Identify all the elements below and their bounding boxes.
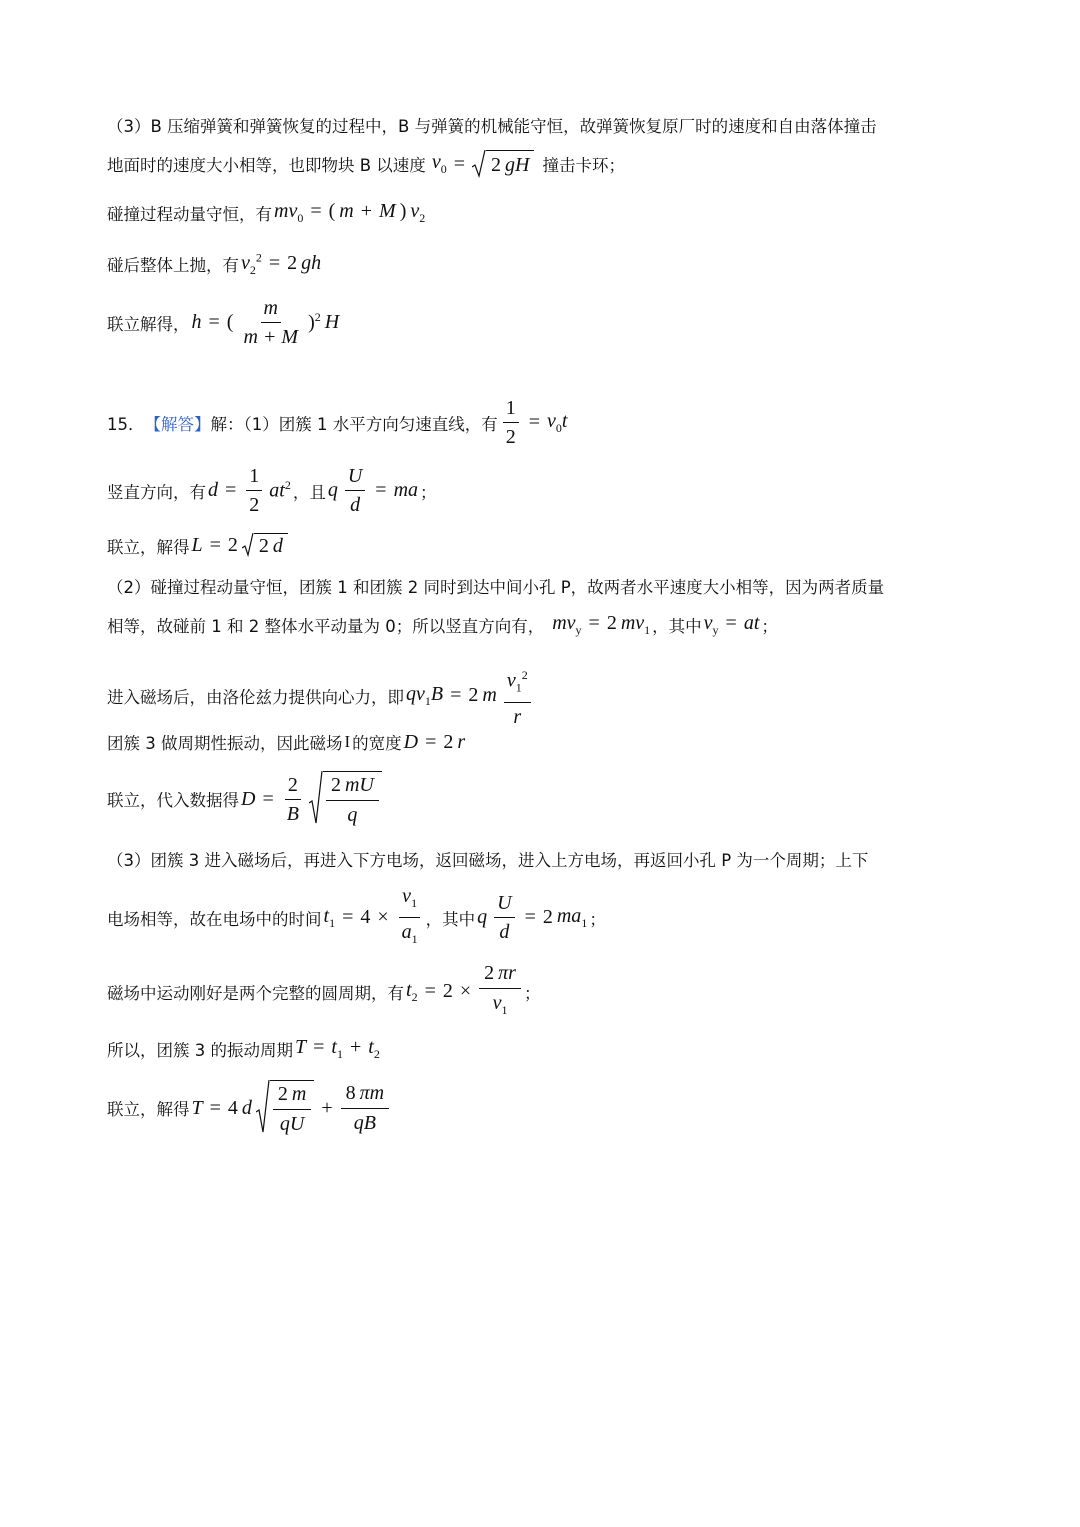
paragraph-text: 联立，解得	[107, 537, 190, 557]
formula-momentum: $mv_0$ = ( m + M ) $v_2$	[274, 200, 426, 225]
formula-a1: q $\frac{U}{d}$ = 2 $ma_1$	[477, 892, 588, 943]
text-line	[107, 961, 540, 1022]
paragraph-text: 撞击卡环；	[542, 156, 625, 175]
paragraph-text: ，且	[292, 482, 326, 502]
paragraph-text: 磁场中运动刚好是两个完整的圆周期，有	[107, 983, 404, 1003]
formula-h: h = ( $\frac{m}{m + M}$ )$^2$ H	[191, 297, 340, 348]
text-line	[107, 396, 569, 449]
text-line	[107, 847, 868, 871]
text-line	[107, 113, 877, 137]
formula-d: d = $\frac{1}{2}$ $at^2$	[208, 465, 291, 516]
paragraph-text: 的宽度	[352, 734, 402, 753]
paragraph-text: 联立，代入数据得	[107, 791, 239, 810]
paragraph-text: 进入磁场后，由洛伦兹力提供向心力，即	[107, 687, 404, 707]
paragraph-text: 碰后整体上抛，有	[107, 255, 239, 275]
paragraph-text: （3）B 压缩弹簧和弹簧恢复的过程中，B 与弹簧的机械能守恒，故弹簧恢复原厂时的速度和自由落体撞击	[107, 117, 877, 136]
text-line	[107, 200, 427, 226]
text-line	[107, 612, 778, 638]
formula-T-final: T = 4 d $\frac{2 m}{qU}$ + $\frac{8 \pi m}{qB}$	[190, 1080, 393, 1136]
text-line	[107, 663, 536, 729]
formula-T-sum: $T = t_1 + t_2$	[295, 1036, 380, 1061]
paragraph-text: 碰撞过程动量守恒，有	[107, 205, 272, 224]
paragraph-text: ，其中	[652, 617, 702, 636]
formula-v0: $v_0$ = 2 gH	[430, 150, 537, 178]
sqrt-symbol: 2 gH	[472, 150, 534, 178]
text-line	[107, 574, 884, 598]
text-line	[107, 250, 323, 278]
paragraph-text: 团簇 3 做周期性振动，因此磁场	[107, 734, 343, 753]
paragraph-text: （3）团簇 3 进入磁场后，再进入下方电场，返回磁场，进入上方电场，再返回小孔 P 为一个周期；上下	[107, 851, 869, 870]
paragraph-text: ；	[761, 617, 778, 636]
paragraph-text: 相等，故碰前 1 和 2 整体水平动量为 0；所以竖直方向有，	[107, 617, 545, 636]
text-line	[107, 150, 625, 178]
paragraph-text: 竖直方向，有	[107, 482, 206, 502]
text-line	[107, 1036, 382, 1062]
paragraph-text: 电场相等，故在电场中的时间	[107, 909, 322, 929]
formula-force: q $\frac{U}{d}$ = ma	[327, 465, 419, 516]
sqrt-symbol: $\frac{2 m}{qU}$	[256, 1080, 314, 1136]
formula-throw: $v_2^2 = 2$ gh	[241, 250, 322, 277]
formula-vy: $v_y$ = at	[703, 612, 760, 637]
formula-L: L = 2 2 d	[190, 533, 290, 558]
paragraph-text: 联立，解得	[107, 1100, 190, 1119]
answer-tag: 【解答】	[144, 414, 211, 434]
formula-t1: $t_1$ = 4 × $\frac{v_1}{a_1}$	[322, 884, 426, 951]
roman-numeral: I	[344, 732, 351, 751]
formula-lorentz: $qv_1B$ = 2 m $\frac{v_1^2}{r}$	[404, 663, 536, 729]
sqrt-symbol: 2 d	[242, 533, 288, 558]
text-line	[107, 730, 467, 754]
text-line	[107, 1080, 392, 1136]
text-line	[107, 771, 384, 827]
paragraph-text: ；	[589, 909, 606, 929]
text-line	[107, 464, 437, 517]
text-line	[107, 296, 341, 349]
paragraph-text: 解：（1）团簇 1 水平方向匀速直线，有	[210, 414, 498, 434]
formula-width: D = 2 r	[403, 730, 466, 753]
question-number: 15．	[107, 414, 145, 434]
text-line	[107, 884, 606, 951]
paragraph-text: 联立解得，	[107, 314, 190, 334]
paragraph-text: ；	[523, 983, 541, 1003]
formula-horizontal: $\frac{1}{2}$ = $v_0t$	[498, 396, 570, 449]
sqrt-symbol: $\frac{2 mU}{q}$	[309, 771, 382, 827]
paragraph-text: 所以，团簇 3 的振动周期	[107, 1041, 293, 1060]
formula-vertical-momentum: $mv_y = 2$ $mv_1$	[552, 612, 651, 637]
paragraph-text: 地面时的速度大小相等，也即物块 B 以速度	[107, 156, 426, 175]
formula-t2: $t_2$ = 2 × $\frac{2 \pi r}{v_1}$	[404, 961, 524, 1022]
text-line	[107, 533, 290, 558]
paragraph-text: ；	[420, 482, 437, 502]
formula-D: D = $\frac{2}{B}$ $\frac{2 mU}{q}$	[239, 771, 384, 827]
paragraph-text: （2）碰撞过程动量守恒，团簇 1 和团簇 2 同时到达中间小孔 P，故两者水平速度大小相等，因为两者质量	[107, 578, 885, 597]
paragraph-text: ，其中	[425, 909, 476, 929]
